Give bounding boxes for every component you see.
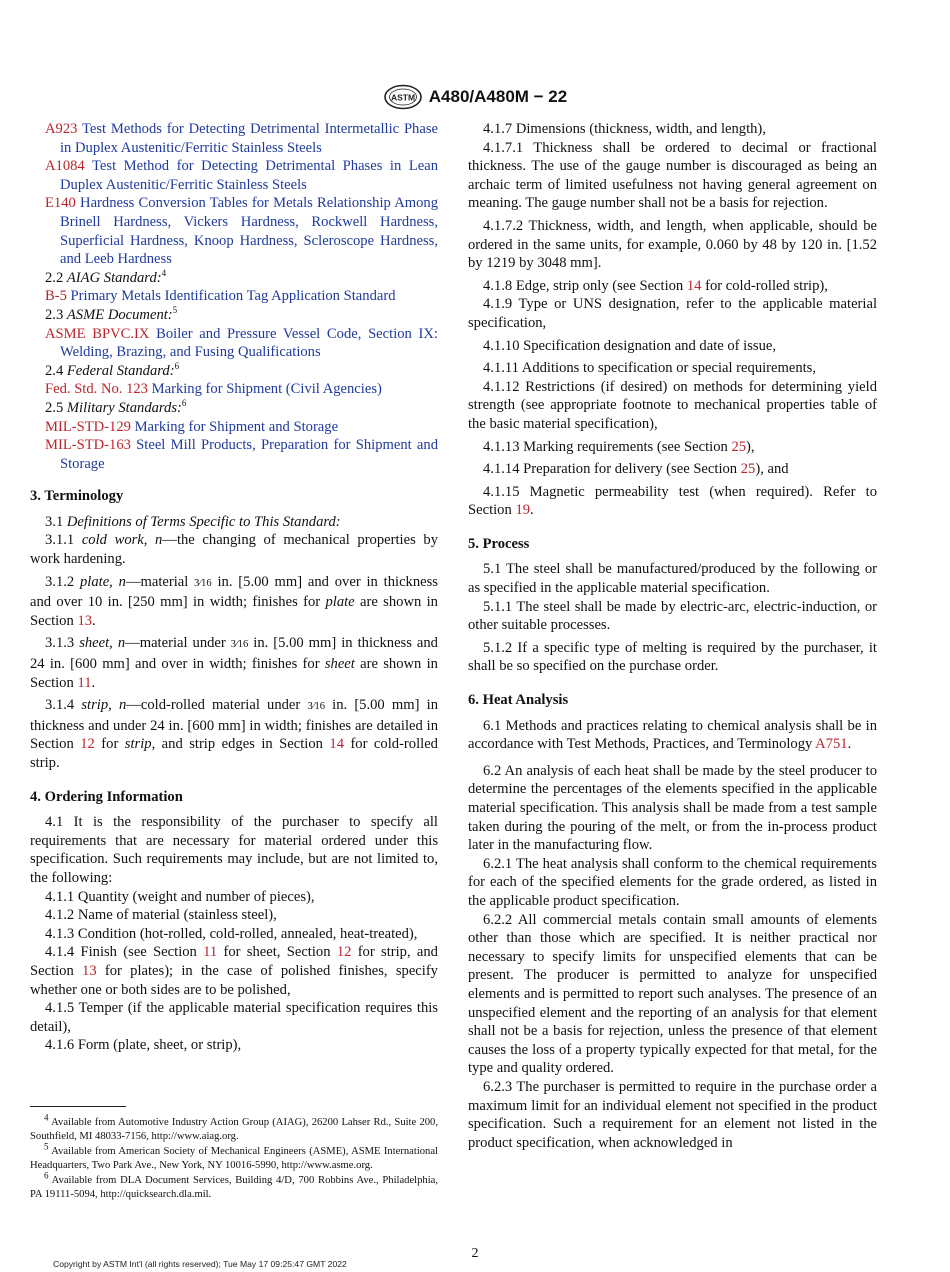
footnote-6: $^6$ Available from DLA Document Services, Building 4/D, 700 Robbins Ave., Philadelphia, PA 19111-5094, http://quicksearch.dla.mil. (30, 1170, 438, 1200)
paragraph-4-1-12: 4.1.12 Restrictions (if desired) on methods for determining yield strength (see appropriate footnote to mechanical properties table of the basic material specification), (468, 378, 877, 432)
section-heading-terminology: 3. Terminology (30, 488, 124, 505)
paragraph-6-1: 6.1 Methods and practices relating to chemical analysis shall be in accordance with Test Methods, Practices, and Terminology A751. (468, 717, 877, 753)
subsection-2-5: 2.5 Military Standards:$^6$ (45, 398, 187, 416)
page-header (0, 84, 950, 110)
section-link[interactable]: 11 (77, 674, 92, 691)
reference-a923 (45, 120, 438, 157)
section-heading-ordering-information: 4. Ordering Information (30, 788, 183, 805)
section-link[interactable]: 14 (329, 736, 344, 753)
page-number: 2 (471, 1246, 479, 1261)
paragraph-3-1-4: 3.1.4 strip, n—cold-rolled material under 3⁄16 in. [5.00 mm] in thickness and under 24 in. [600 mm] in width; finishes are detailed in Section 12 for strip, and strip edges in Section 14 for cold-rolled strip. (30, 697, 438, 771)
reference-link-a751[interactable]: A751 (815, 736, 848, 753)
reference-title[interactable]: Steel Mill Products, Preparation for Shipment and Storage (60, 437, 438, 472)
section-link[interactable]: 25 (731, 438, 747, 455)
reference-title[interactable]: Primary Metals Identification Tag Application Standard (66, 288, 396, 305)
paragraph-4-1-5: 4.1.5 Temper (if the applicable material specification requires this detail), (30, 1000, 438, 1035)
paragraph-4-1-7-2: 4.1.7.2 Thickness, width, and length, when applicable, should be ordered in the same units, for example, 0.060 by 48 by 120 in. [1.52 by 1219 by 3048 mm]. (468, 217, 877, 272)
paragraph-4-1-6: 4.1.6 Form (plate, sheet, or strip), (45, 1037, 242, 1054)
section-link[interactable]: 14 (686, 277, 702, 294)
reference-title[interactable]: Hardness Conversion Tables for Metals Relationship Among Brinell Hardness, Vickers Hardness, Rockwell Hardness, Superficial Hardness, Knoop Hardness, Scleroscope Hardness, and Leeb Hardness (60, 195, 438, 268)
section-heading-process: 5. Process (468, 535, 530, 552)
logo-text: ASTM (390, 92, 415, 103)
copyright-notice: Copyright by ASTM Int'l (all rights reserved); Tue May 17 09:25:47 GMT 2022 (53, 1259, 347, 1269)
reference-mil-std-129 (45, 418, 438, 437)
paragraph-3-1: 3.1 Definitions of Terms Specific to This Standard: (45, 513, 341, 530)
subsection-2-4: 2.4 Federal Standard:$^6$ (45, 360, 180, 379)
reference-code[interactable]: A923 (45, 121, 78, 137)
reference-code[interactable]: ASME BPVC.IX (45, 325, 150, 342)
subsection-2-3: 2.3 ASME Document:$^5$ (45, 305, 178, 323)
section-link[interactable]: 11 (203, 944, 218, 961)
paragraph-4-1-15: 4.1.15 Magnetic permeability test (when required). Refer to Section 19. (468, 483, 877, 519)
reference-title[interactable]: Test Method for Detecting Detrimental Phases in Lean Duplex Austenitic/Ferritic Stainless Steels (60, 158, 438, 193)
footnote-4: $^4$ Available from Automotive Industry Action Group (AIAG), 26200 Lahser Rd., Suite 200, Southfield, MI 48033-7156, http://www.aiag.org. (30, 1112, 438, 1142)
reference-title[interactable]: Test Methods for Detecting Detrimental Intermetallic Phase in Duplex Austenitic/Ferritic Stainless Steels (60, 121, 438, 156)
paragraph-3-1-2: 3.1.2 plate, n—material 3⁄16 in. [5.00 mm] and over in thickness and over 10 in. [250 mm] in width; finishes for plate are shown in Section 13. (30, 573, 438, 629)
reference-title[interactable]: Boiler and Pressure Vessel Code, Section IX: Welding, Brazing, and Fusing Qualifications (60, 325, 438, 361)
section-link[interactable]: 12 (80, 736, 95, 753)
reference-fed-std (45, 380, 438, 399)
paragraph-4-1-10: 4.1.10 Specification designation and date of issue, (483, 337, 777, 354)
paragraph-3-1-3: 3.1.3 sheet, n—material under 3⁄16 in. [5.00 mm] in thickness and 24 in. [600 mm] and over in width; finishes for sheet are shown in Section 11. (30, 635, 438, 691)
paragraph-6-2: 6.2 An analysis of each heat shall be made by the steel producer to determine the percentages of the elements specified in the applicable material specification. This analysis shall be made from a test sample taken during the pouring of the melt, or from the in-process product later in the manufacturing flow. (468, 762, 877, 854)
paragraph-4-1-3: 4.1.3 Condition (hot-rolled, cold-rolled, annealed, heat-treated), (45, 925, 418, 942)
reference-asme-bpvc (45, 325, 438, 362)
section-heading-heat-analysis: 6. Heat Analysis (468, 692, 569, 709)
section-link[interactable]: 13 (77, 612, 93, 629)
section-link[interactable]: 25 (740, 461, 756, 478)
reference-code[interactable]: E140 (45, 195, 76, 212)
paragraph-5-1: 5.1 The steel shall be manufactured/produced by the following or as specified in the applicable material specification. (468, 561, 877, 597)
reference-code[interactable]: MIL-STD-163 (45, 437, 131, 454)
section-link[interactable]: 12 (336, 944, 352, 961)
paragraph-6-2-1: 6.2.1 The heat analysis shall conform to the chemical requirements for each of the specified elements for the grade ordered, as listed in the applicable product specification. (468, 855, 877, 909)
paragraph-4-1-2: 4.1.2 Name of material (stainless steel), (45, 907, 277, 924)
paragraph-4-1-9: 4.1.9 Type or UNS designation, refer to the applicable material specification, (468, 296, 877, 331)
paragraph-4-1-8: 4.1.8 Edge, strip only (see Section 14 for cold-rolled strip), (483, 277, 828, 294)
paragraph-4-1-14: 4.1.14 Preparation for delivery (see Section 25), and (483, 461, 789, 478)
reference-title[interactable]: Marking for Shipment and Storage (130, 418, 339, 435)
footnote-divider (30, 1106, 126, 1107)
section-link[interactable]: 19 (515, 502, 531, 519)
paragraph-5-1-1: 5.1.1 The steel shall be made by electric-arc, electric-induction, or other suitable processes. (468, 598, 877, 634)
reference-mil-std-163 (45, 436, 438, 473)
paragraph-4-1-11: 4.1.11 Additions to specification or special requirements, (483, 360, 817, 377)
reference-code[interactable]: Fed. Std. No. 123 (45, 381, 148, 398)
section-link[interactable]: 13 (82, 962, 97, 979)
reference-a1084 (45, 157, 438, 194)
reference-b5 (45, 287, 438, 306)
paragraph-6-2-2: 6.2.2 All commercial metals contain small amounts of elements other than those which are specified. It is neither practical nor necessary to specify limits for unspecified elements that can be present. The producer is permitted to analyze for unspecified elements and is permitted to report such analyses. The presence of an unspecified element and the reporting of an analysis for that element shall not be a basis for rejection, unless the presence of that element causes the loss of a property typically expected for that metal, for the type and quality ordered. (468, 911, 877, 1077)
standard-designation: A480/A480M − 22 (428, 87, 568, 106)
right-column (468, 120, 877, 1152)
paragraph-4-1-4: 4.1.4 Finish (see Section 11 for sheet, Section 12 for strip, and Section 13 for plates); in the case of polished finishes, specify whether one or both sides are to be polished, (30, 944, 438, 998)
astm-logo-icon (383, 84, 423, 110)
paragraph-6-2-3: 6.2.3 The purchaser is permitted to require in the purchase order a maximum limit for an individual element not specified in the product specification. Such a requirement for an element not listed in the product specification, when acknowledged in (468, 1078, 877, 1151)
paragraph-5-1-2: 5.1.2 If a specific type of melting is required by the purchaser, it shall be so specified on the purchase order. (468, 639, 877, 675)
reference-code[interactable]: A1084 (45, 158, 85, 175)
paragraph-4-1-7: 4.1.7 Dimensions (thickness, width, and length), (483, 121, 766, 137)
reference-title[interactable]: Marking for Shipment (Civil Agencies) (147, 381, 382, 398)
footnotes (30, 1112, 438, 1203)
reference-code[interactable]: B-5 (45, 288, 67, 305)
paragraph-4-1-7-1: 4.1.7.1 Thickness shall be ordered to decimal or fractional thickness. The use of the gauge number is discouraged as being an archaic term of limited usefulness not having general agreement on meaning. The gauge number shall not be a basis for rejection. (468, 139, 877, 212)
paragraph-4-1-13: 4.1.13 Marking requirements (see Section 25), (483, 438, 755, 455)
paragraph-3-1-1: 3.1.1 cold work, n—the changing of mechanical properties by work hardening. (30, 532, 438, 568)
paragraph-4-1: 4.1 It is the responsibility of the purchaser to specify all requirements that are necessary for material ordered under this specification. Such requirements may include, but are not limited to, the following: (30, 814, 438, 886)
paragraph-4-1-1: 4.1.1 Quantity (weight and number of pieces), (45, 888, 315, 905)
reference-e140 (45, 194, 438, 268)
footnote-5: $^5$ Available from American Society of Mechanical Engineers (ASME), ASME International Headquarters, Two Park Ave., New York, NY 10016-5990, http://www.asme.org. (30, 1141, 438, 1171)
left-column (30, 120, 438, 1055)
subsection-2-2: 2.2 AIAG Standard:$^4$ (45, 267, 167, 286)
reference-code[interactable]: MIL-STD-129 (45, 418, 131, 435)
